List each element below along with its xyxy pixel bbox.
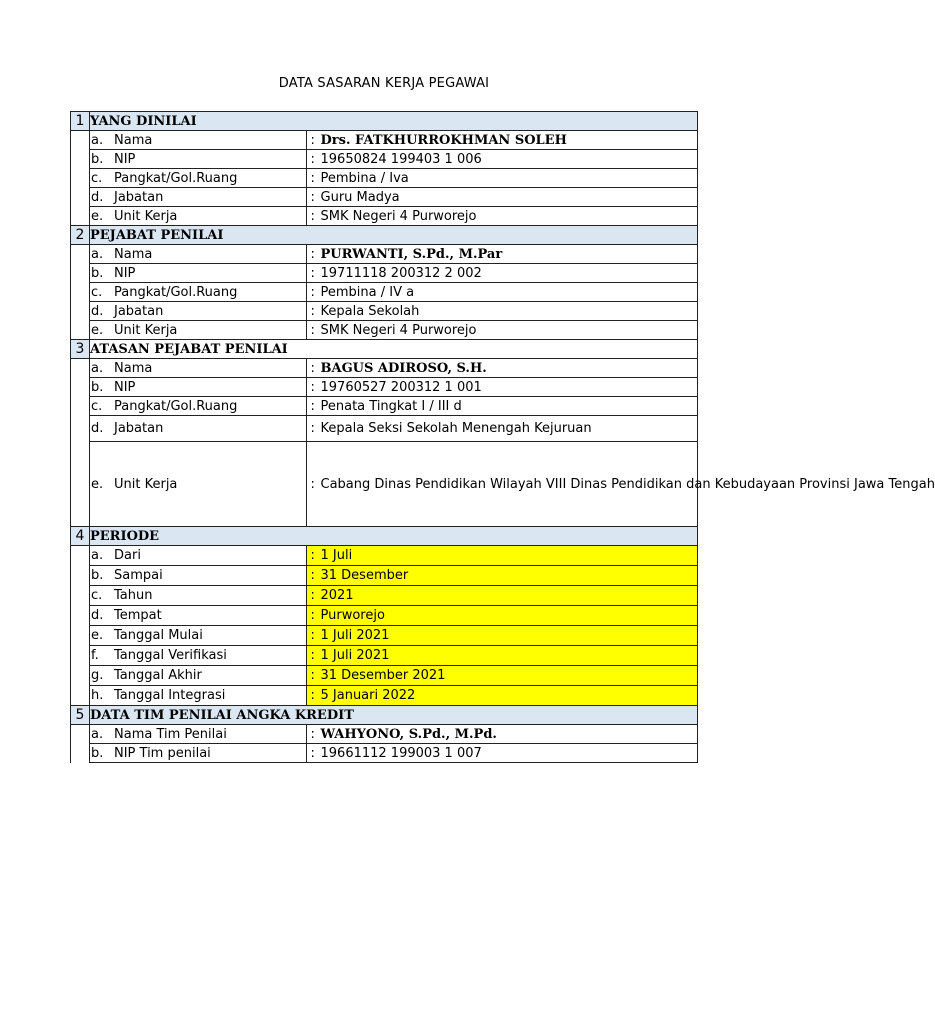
row-label: c. Pangkat/Gol.Ruang: [90, 397, 307, 416]
employee-target-table: [70, 111, 935, 763]
row-colon: :: [307, 188, 319, 207]
row-label: b. NIP: [90, 150, 307, 169]
table-row: [71, 586, 698, 606]
section-number: 5: [71, 706, 90, 725]
row-label: b. NIP Tim penilai: [90, 744, 307, 763]
section-title: DATA TIM PENILAI ANGKA KREDIT: [90, 706, 698, 725]
row-value: PURWANTI, S.Pd., M.Par: [319, 245, 698, 264]
table-row: [71, 188, 698, 207]
row-label: a. Nama: [90, 359, 307, 378]
row-colon: :: [307, 169, 319, 188]
document-title: DATA SASARAN KERJA PEGAWAI: [278, 76, 490, 91]
table-row: [71, 302, 698, 321]
section-header-5: [71, 706, 698, 725]
row-colon: :: [307, 359, 319, 378]
row-value: WAHYONO, S.Pd., M.Pd.: [319, 725, 698, 744]
section-number: 3: [71, 340, 90, 359]
row-label: e. Tanggal Mulai: [90, 626, 307, 646]
row-colon: :: [307, 264, 319, 283]
row-label: c. Tahun: [90, 586, 307, 606]
section-header-3: [71, 340, 698, 359]
table-row: [71, 264, 698, 283]
row-label: b. Sampai: [90, 566, 307, 586]
row-value: Pembina / Iva: [319, 169, 698, 188]
row-label: d. Jabatan: [90, 188, 307, 207]
row-colon: :: [307, 586, 319, 606]
row-label: a. Nama: [90, 131, 307, 150]
section-header-1: [71, 112, 698, 131]
row-value: SMK Negeri 4 Purworejo: [319, 321, 698, 340]
row-label: e. Unit Kerja: [90, 207, 307, 226]
row-colon: :: [307, 442, 319, 527]
row-colon: :: [307, 245, 319, 264]
row-label: a. Dari: [90, 546, 307, 566]
row-label: d. Jabatan: [90, 416, 307, 442]
row-colon: :: [307, 546, 319, 566]
table-row: [71, 245, 698, 264]
table-row: [71, 744, 698, 763]
table-row: [71, 686, 698, 706]
row-colon: :: [307, 646, 319, 666]
row-value: 1 Juli 2021: [319, 646, 698, 666]
row-colon: :: [307, 378, 319, 397]
row-value: Cabang Dinas Pendidikan Wilayah VIII Dinas Pendidikan dan Kebudayaan Provinsi Jawa Tengah: [319, 442, 698, 527]
row-value: 1 Juli 2021: [319, 626, 698, 646]
row-value: 1 Juli: [319, 546, 698, 566]
row-value: SMK Negeri 4 Purworejo: [319, 207, 698, 226]
row-label: e. Unit Kerja: [90, 442, 307, 527]
row-label: a. Nama Tim Penilai: [90, 725, 307, 744]
row-label: d. Jabatan: [90, 302, 307, 321]
table-row: [71, 666, 698, 686]
row-label: d. Tempat: [90, 606, 307, 626]
row-label: a. Nama: [90, 245, 307, 264]
table-row: [71, 725, 698, 744]
row-value: Purworejo: [319, 606, 698, 626]
row-value: 19661112 199003 1 007: [319, 744, 698, 763]
table-row: [71, 359, 698, 378]
table-row: [71, 378, 698, 397]
table-row: [71, 321, 698, 340]
row-value: Guru Madya: [319, 188, 698, 207]
table-row: [71, 150, 698, 169]
row-colon: :: [307, 416, 319, 442]
row-value: 19650824 199403 1 006: [319, 150, 698, 169]
row-value: 19711118 200312 2 002: [319, 264, 698, 283]
table-row: [71, 566, 698, 586]
row-colon: :: [307, 606, 319, 626]
row-value: Kepala Sekolah: [319, 302, 698, 321]
row-value: 31 Desember 2021: [319, 666, 698, 686]
row-colon: :: [307, 302, 319, 321]
table-row: [71, 397, 698, 416]
row-colon: :: [307, 207, 319, 226]
row-label: c. Pangkat/Gol.Ruang: [90, 283, 307, 302]
row-label: f. Tanggal Verifikasi: [90, 646, 307, 666]
row-label: g. Tanggal Akhir: [90, 666, 307, 686]
row-label: c. Pangkat/Gol.Ruang: [90, 169, 307, 188]
section-title: ATASAN PEJABAT PENILAI: [90, 340, 698, 359]
table-row: [71, 207, 698, 226]
row-colon: :: [307, 725, 319, 744]
row-colon: :: [307, 666, 319, 686]
section-title: PEJABAT PENILAI: [90, 226, 698, 245]
section-header-4: [71, 527, 698, 546]
row-value: Pembina / IV a: [319, 283, 698, 302]
row-label: b. NIP: [90, 378, 307, 397]
row-label: e. Unit Kerja: [90, 321, 307, 340]
row-value: BAGUS ADIROSO, S.H.: [319, 359, 698, 378]
table-row: [71, 283, 698, 302]
row-label: h. Tanggal Integrasi: [90, 686, 307, 706]
row-value: 5 Januari 2022: [319, 686, 698, 706]
row-colon: :: [307, 321, 319, 340]
table-row: [71, 416, 698, 442]
table-row: [71, 626, 698, 646]
table-row: [71, 442, 698, 527]
table-row: [71, 646, 698, 666]
section-number: 4: [71, 527, 90, 546]
row-colon: :: [307, 566, 319, 586]
row-value: 19760527 200312 1 001: [319, 378, 698, 397]
section-title: YANG DINILAI: [90, 112, 698, 131]
row-colon: :: [307, 283, 319, 302]
row-value: Kepala Seksi Sekolah Menengah Kejuruan: [319, 416, 698, 442]
section-title: PERIODE: [90, 527, 698, 546]
table-row: [71, 606, 698, 626]
row-colon: :: [307, 626, 319, 646]
section-number: 1: [71, 112, 90, 131]
table-row: [71, 131, 698, 150]
table-row: [71, 546, 698, 566]
row-colon: :: [307, 686, 319, 706]
row-value: 31 Desember: [319, 566, 698, 586]
row-label: b. NIP: [90, 264, 307, 283]
section-header-2: [71, 226, 698, 245]
section-number: 2: [71, 226, 90, 245]
row-colon: :: [307, 744, 319, 763]
row-value: 2021: [319, 586, 698, 606]
row-value: Drs. FATKHURROKHMAN SOLEH: [319, 131, 698, 150]
row-value: Penata Tingkat I / III d: [319, 397, 698, 416]
row-colon: :: [307, 131, 319, 150]
row-colon: :: [307, 397, 319, 416]
table-row: [71, 169, 698, 188]
row-colon: :: [307, 150, 319, 169]
